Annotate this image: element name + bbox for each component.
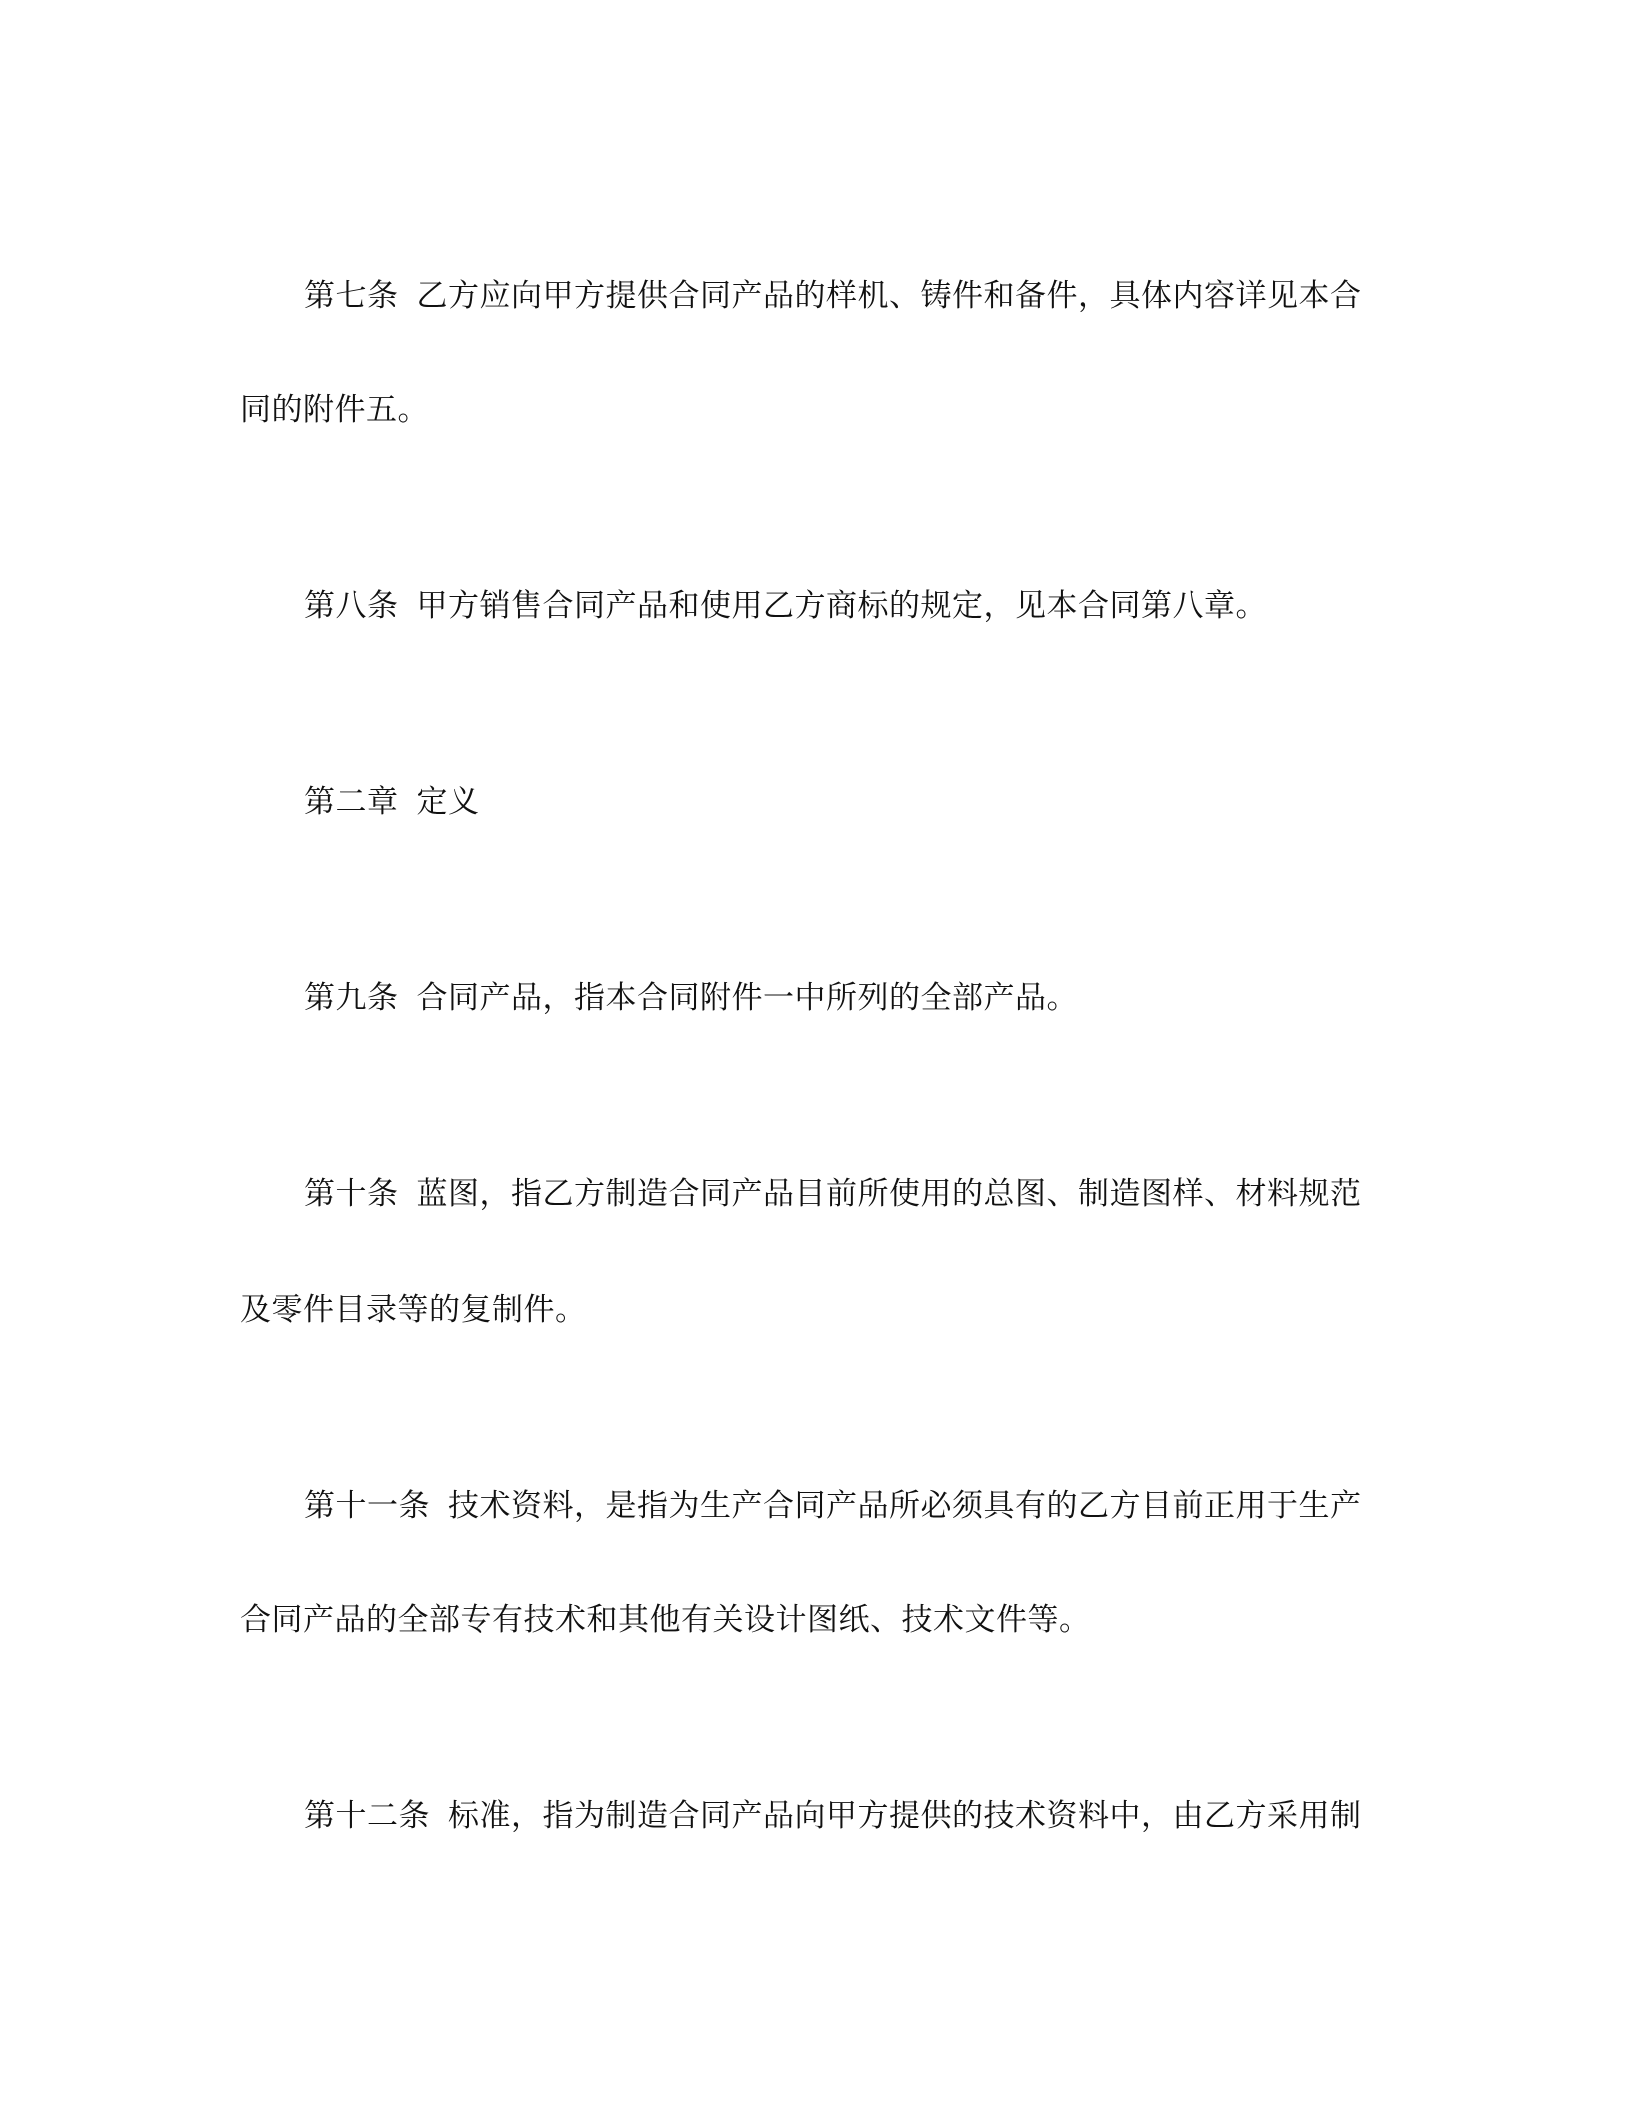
chapter-2-number: 第二章 [304,784,399,820]
article-8-number: 第八条 [304,588,399,624]
article-10-text-1: 蓝图，指乙方制造合同产品目前所使用的总图、制造图样、材料规范 [416,1176,1362,1212]
article-11-number: 第十一条 [304,1488,430,1524]
article-9-text-1: 合同产品，指本合同附件一中所列的全部产品。 [416,980,1078,1016]
article-11-line-2 [240,1600,1380,1640]
article-11-line-1 [304,1486,1380,1526]
article-7-number: 第七条 [304,278,399,314]
article-10-number: 第十条 [304,1176,399,1212]
article-7-text-2: 同的附件五。 [240,392,429,428]
article-12-number: 第十二条 [304,1798,430,1834]
article-7-line-2 [240,390,1380,430]
article-12-line-1 [304,1796,1380,1836]
article-11-text-2: 合同产品的全部专有技术和其他有关设计图纸、技术文件等。 [240,1602,1091,1638]
article-8-text-1: 甲方销售合同产品和使用乙方商标的规定，见本合同第八章。 [416,588,1267,624]
chapter-2-heading [304,782,1380,822]
article-9-line-1 [304,978,1380,1018]
article-10-text-2: 及零件目录等的复制件。 [240,1292,587,1328]
article-10-line-1 [304,1174,1380,1214]
article-12-text-1: 标准，指为制造合同产品向甲方提供的技术资料中，由乙方采用制 [448,1798,1362,1834]
article-8-line-1 [304,586,1380,626]
article-11-text-1: 技术资料，是指为生产合同产品所必须具有的乙方目前正用于生产 [448,1488,1362,1524]
article-7-line-1 [304,276,1380,316]
chapter-2-title: 定义 [416,784,480,820]
article-7-text-1: 乙方应向甲方提供合同产品的样机、铸件和备件，具体内容详见本合 [416,278,1362,314]
article-9-number: 第九条 [304,980,399,1016]
article-10-line-2 [240,1290,1380,1330]
